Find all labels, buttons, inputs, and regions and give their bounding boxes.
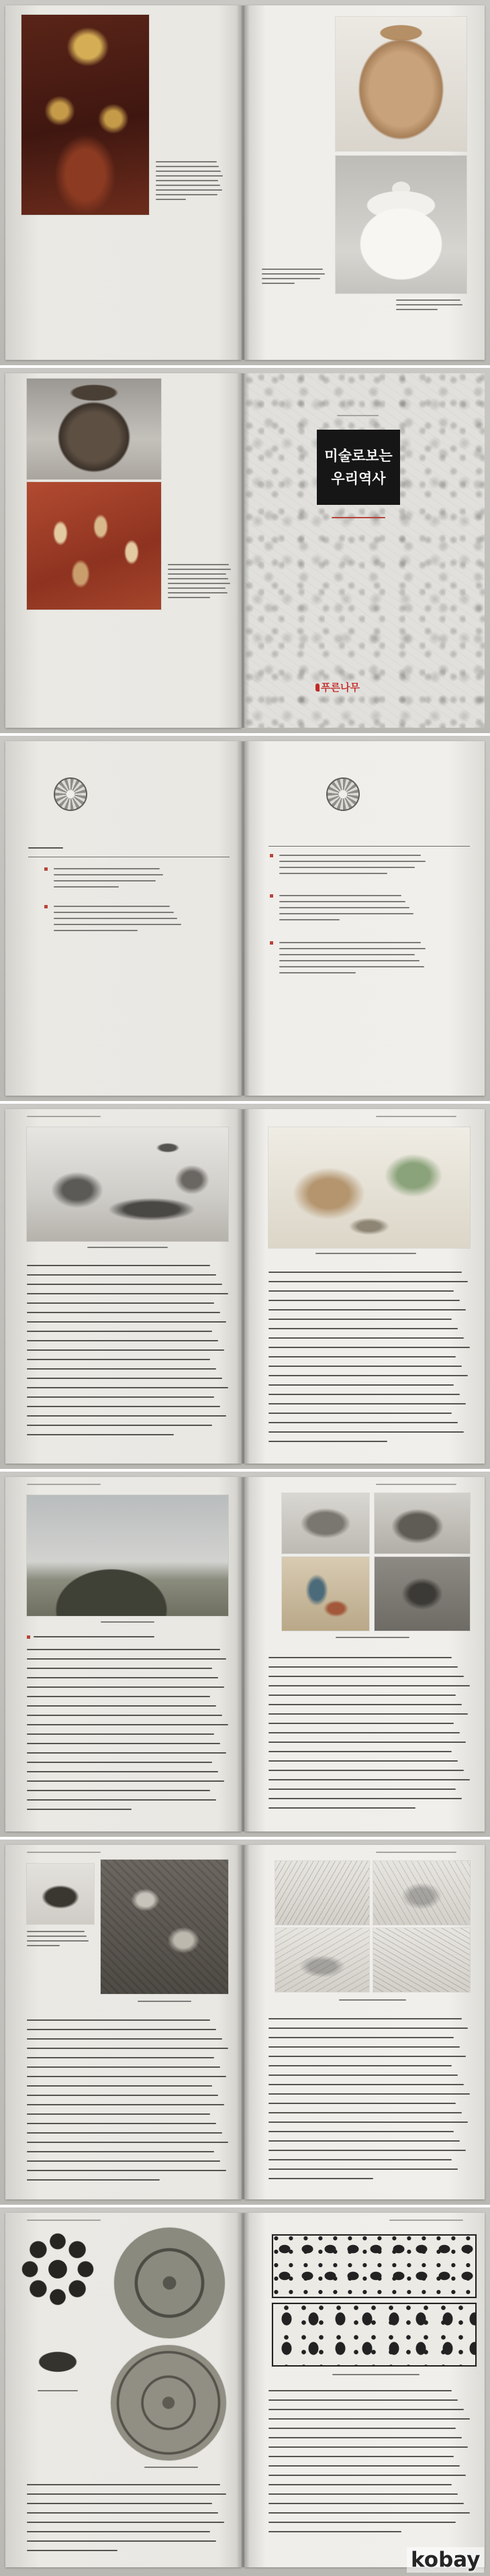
text-line: [27, 2522, 224, 2523]
text-line: [27, 2142, 228, 2143]
caption: [336, 1637, 409, 1638]
bronze-artifact-photo: [27, 1864, 94, 1924]
text-line: [376, 1116, 456, 1117]
text-line: [268, 2522, 456, 2523]
text-line: [27, 2151, 214, 2152]
text-line: [27, 2179, 160, 2181]
text-line: [27, 2550, 117, 2551]
text-line: [268, 2512, 470, 2514]
text-line: [27, 1780, 224, 1782]
text-line: [268, 2093, 470, 2095]
text-line: [168, 578, 228, 579]
text-line: [268, 2409, 464, 2410]
text-line: [268, 2159, 452, 2160]
contents-group: [279, 895, 413, 920]
text-line: [268, 2428, 456, 2429]
running-header: [389, 2220, 463, 2221]
cover-title-line1: 미술로보는: [324, 448, 393, 464]
book-spread-6: [0, 1840, 490, 2205]
text-line: [27, 1686, 224, 1688]
running-header: [27, 1484, 101, 1485]
text-line: [27, 1274, 216, 1276]
caption: [396, 299, 467, 310]
running-header: [27, 1852, 101, 1853]
cover-subtitle: [337, 415, 379, 416]
bronze-fitting-image: [24, 2342, 91, 2382]
text-line: [27, 1677, 218, 1678]
text-line: [279, 942, 421, 943]
text-line: [268, 2018, 462, 2019]
text-line: [268, 2418, 470, 2420]
text-line: [279, 954, 415, 955]
contents-group: [279, 855, 427, 874]
text-line: [279, 913, 413, 914]
text-line: [54, 924, 181, 925]
text-line: [268, 2074, 458, 2076]
text-line: [279, 907, 409, 908]
cover-author: [332, 517, 385, 518]
text-line: [268, 1347, 470, 1348]
contents-group: [54, 868, 164, 888]
sketch-illustration: [275, 1928, 369, 1992]
text-line: [396, 309, 438, 310]
text-line: [268, 2465, 460, 2467]
text-line: [27, 2057, 214, 2058]
text-line: [27, 1771, 218, 1772]
text-line: [268, 1657, 452, 1658]
text-line: [268, 1384, 454, 1386]
running-header: [27, 2220, 101, 2221]
text-line: [262, 278, 320, 279]
section-marker: [270, 854, 273, 857]
text-line: [27, 2123, 216, 2124]
text-line: [27, 2113, 210, 2115]
section-heading: [34, 1636, 154, 1637]
text-line: [168, 597, 210, 598]
text-line: [268, 1366, 462, 1367]
text-line: [332, 517, 385, 518]
text-line: [168, 573, 226, 575]
text-line: [262, 283, 295, 284]
text-line: [279, 960, 420, 961]
text-line: [27, 2170, 226, 2171]
text-line: [54, 918, 177, 919]
cover-title-box: [317, 430, 400, 505]
text-line: [268, 2121, 468, 2123]
text-line: [27, 1425, 212, 1426]
book-spread-1: [0, 0, 490, 365]
decorative-frieze-image: [272, 2234, 477, 2298]
sketch-illustration: [268, 1127, 470, 1248]
text-line: [27, 1936, 87, 1937]
text-line: [156, 199, 186, 200]
text-line: [268, 1413, 452, 1414]
text-line: [262, 273, 325, 275]
book-spread-4: [0, 1104, 490, 1469]
text-line: [27, 1484, 101, 1485]
text-line: [268, 2131, 454, 2132]
text-line: [54, 874, 163, 875]
text-line: [27, 1415, 226, 1417]
mound-landscape-photo: [27, 1495, 228, 1616]
text-line: [27, 1387, 228, 1388]
contents-heading: [28, 847, 63, 849]
body-text: [27, 1265, 228, 1435]
text-line: [27, 1762, 212, 1763]
text-line: [27, 1312, 220, 1313]
text-line: [168, 592, 228, 593]
text-line: [268, 1290, 454, 1292]
book-cover: [244, 373, 485, 728]
round-emblem-icon: [326, 777, 360, 811]
text-line: [268, 1685, 470, 1686]
gutter-shadow: [236, 373, 250, 728]
section-marker: [44, 905, 48, 908]
text-line: [268, 1695, 456, 1696]
text-line: [268, 1309, 466, 1310]
text-line: [54, 868, 160, 869]
text-line: [268, 1751, 452, 1752]
text-line: [268, 1779, 470, 1780]
text-line: [268, 1394, 460, 1395]
text-line: [268, 2531, 401, 2532]
text-line: [332, 2374, 420, 2375]
book-spread-2: [0, 368, 490, 733]
text-line: [268, 2046, 460, 2048]
text-line: [27, 1945, 60, 1946]
text-line: [336, 1637, 409, 1638]
white-porcelain-image: [336, 156, 467, 293]
text-line: [268, 1676, 464, 1677]
text-line: [27, 1406, 220, 1407]
text-line: [268, 1760, 458, 1762]
text-line: [268, 1732, 460, 1733]
text-line: [262, 269, 323, 270]
text-line: [138, 2001, 191, 2002]
text-line: [279, 972, 356, 973]
text-line: [156, 189, 222, 191]
text-line: [268, 1713, 468, 1715]
text-line: [268, 1281, 468, 1282]
text-line: [268, 2037, 454, 2038]
text-line: [268, 1328, 458, 1329]
round-emblem-icon: [54, 777, 87, 811]
text-line: [27, 2531, 210, 2532]
text-line: [268, 2112, 462, 2113]
text-line: [27, 1434, 174, 1435]
text-line: [268, 1356, 456, 1357]
text-line: [168, 569, 231, 570]
text-line: [268, 2446, 468, 2448]
gutter-shadow: [236, 1845, 250, 2199]
running-header: [376, 1852, 456, 1853]
decorative-frieze-image: [272, 2303, 477, 2367]
text-line: [279, 966, 424, 967]
text-line: [27, 1331, 212, 1332]
text-line: [268, 2103, 456, 2104]
text-line: [27, 1940, 89, 1942]
relief-rubbing-photo: [375, 1557, 470, 1631]
text-line: [279, 919, 340, 920]
text-line: [268, 2178, 373, 2179]
text-line: [27, 1696, 210, 1697]
text-line: [268, 1272, 462, 1273]
cover-title-line2: 우리역사: [331, 471, 386, 487]
caption: [332, 2374, 420, 2375]
text-line: [27, 1743, 220, 1744]
sketch-illustration: [373, 1861, 470, 1925]
text-line: [27, 1378, 222, 1379]
caption: [339, 1999, 406, 2001]
text-line: [156, 180, 218, 181]
text-line: [27, 2493, 226, 2495]
text-line: [156, 161, 217, 162]
text-line: [268, 2437, 462, 2438]
text-line: [54, 880, 156, 881]
body-text: [27, 1649, 228, 1810]
text-line: [268, 2065, 452, 2066]
text-line: [27, 1284, 222, 1285]
caption: [315, 1253, 416, 1254]
text-line: [268, 1403, 466, 1404]
text-line: [168, 564, 229, 565]
text-line: [27, 1368, 216, 1370]
publisher-logo: 푸른나무: [321, 681, 360, 694]
running-header: [27, 1116, 101, 1117]
text-line: [27, 1931, 85, 1932]
text-line: [268, 1431, 464, 1433]
stone-fragment-photo: [375, 1493, 470, 1554]
text-line: [268, 2493, 458, 2495]
text-line: [279, 855, 421, 856]
text-line: [27, 1649, 220, 1650]
text-line: [279, 867, 415, 868]
text-line: [27, 1349, 224, 1351]
text-line: [268, 2056, 466, 2057]
caption: [138, 2001, 191, 2002]
text-line: [268, 1770, 464, 1771]
text-line: [27, 1852, 101, 1853]
text-line: [27, 1340, 218, 1341]
watermark: kobay: [407, 2547, 484, 2573]
text-line: [27, 1668, 212, 1669]
text-line: [27, 1733, 214, 1735]
text-line: [27, 1265, 210, 1266]
bronze-mirror-image: [114, 2228, 225, 2338]
text-line: [396, 304, 462, 305]
text-line: [27, 1752, 226, 1754]
text-line: [27, 2512, 218, 2514]
gutter-shadow: [236, 1109, 250, 1464]
text-line: [337, 415, 379, 416]
text-line: [54, 912, 174, 913]
stone-sculpture-image: [27, 379, 161, 479]
caption: [101, 1621, 154, 1623]
caption: [38, 2390, 78, 2391]
sketch-illustration: [373, 1928, 470, 1992]
text-line: [27, 1321, 226, 1323]
stone-fragment-photo: [282, 1493, 369, 1554]
text-line: [268, 1742, 466, 1743]
text-line: [279, 895, 401, 896]
text-line: [27, 2038, 222, 2040]
caption: [168, 564, 232, 598]
gutter-shadow: [236, 5, 250, 360]
text-line: [27, 2085, 212, 2087]
caption: [262, 269, 326, 284]
text-line: [268, 2503, 464, 2504]
text-line: [268, 1441, 387, 1442]
text-line: [268, 1666, 458, 1668]
text-line: [27, 1724, 228, 1725]
caption: [144, 2467, 198, 2468]
body-text: [268, 2018, 470, 2179]
text-line: [156, 166, 219, 167]
text-line: [27, 2048, 228, 2049]
contents-group: [279, 942, 427, 973]
body-text: [268, 2390, 470, 2532]
book-spread-3: [0, 736, 490, 1101]
gutter-shadow: [236, 1477, 250, 1831]
text-line: [27, 2220, 101, 2221]
running-header: [376, 1484, 456, 1485]
text-line: [156, 171, 221, 172]
text-line: [156, 194, 217, 195]
mural-painting-image: [27, 482, 161, 610]
text-line: [268, 2399, 458, 2401]
text-line: [268, 1337, 464, 1339]
text-line: [168, 583, 230, 584]
text-line: [156, 175, 223, 177]
text-line: [268, 2484, 452, 2485]
text-line: [339, 1999, 406, 2001]
leaf-icon: [315, 683, 320, 691]
text-line: [156, 185, 220, 186]
text-line: [268, 2168, 458, 2170]
body-text: [27, 2019, 228, 2181]
text-line: [396, 299, 460, 301]
text-line: [279, 873, 387, 874]
text-line: [27, 2484, 220, 2485]
text-line: [27, 2540, 216, 2542]
section-marker: [270, 894, 273, 898]
text-line: [376, 1484, 456, 1485]
gutter-shadow: [236, 741, 250, 1096]
text-line: [34, 1636, 154, 1637]
text-line: [27, 1790, 210, 1791]
text-line: [268, 2084, 464, 2085]
text-line: [54, 906, 170, 907]
text-line: [27, 1396, 214, 1398]
text-line: [279, 901, 405, 902]
section-marker: [44, 867, 48, 871]
divider: [268, 846, 470, 847]
pottery-jar-image: [336, 17, 467, 151]
caption: [156, 161, 223, 200]
text-line: [268, 1788, 456, 1790]
star-shaped-bronze-image: [20, 2232, 95, 2307]
text-line: [279, 948, 426, 949]
text-line: [268, 2456, 454, 2457]
body-text: [268, 1272, 470, 1442]
text-line: [27, 2076, 226, 2077]
text-line: [27, 1705, 216, 1707]
text-line: [27, 2019, 210, 2021]
text-line: [268, 1807, 415, 1809]
text-line: [101, 1621, 154, 1623]
text-line: [268, 1798, 462, 1799]
text-line: [27, 2503, 212, 2504]
bronze-mirror-image: [111, 2345, 226, 2461]
text-line: [27, 2104, 224, 2105]
text-line: [54, 930, 138, 931]
text-line: [87, 1247, 168, 1248]
text-line: [268, 2140, 460, 2142]
text-line: [268, 1723, 454, 1724]
body-text: [27, 2484, 228, 2551]
bronze-plaque-photo: [101, 1860, 228, 1994]
text-line: [268, 1300, 460, 1301]
running-header: [376, 1116, 456, 1117]
text-line: [268, 2150, 466, 2151]
text-line: [54, 886, 119, 888]
text-line: [27, 2160, 220, 2162]
text-line: [268, 2028, 468, 2029]
text-line: [27, 2095, 218, 2096]
text-line: [268, 1375, 468, 1376]
prehistoric-scene-illustration: [27, 1127, 228, 1241]
text-line: [27, 1658, 226, 1660]
text-line: [144, 2467, 198, 2468]
text-line: [27, 1359, 210, 1360]
text-line: [268, 1319, 452, 1320]
sketch-illustration: [275, 1861, 369, 1925]
text-line: [27, 2132, 222, 2134]
text-line: [27, 1799, 216, 1801]
caption: [27, 1931, 91, 1946]
caption: [87, 1247, 168, 1248]
painted-figure-photo: [282, 1557, 369, 1631]
body-text: [268, 1657, 470, 1809]
book-spread-7: [0, 2207, 490, 2576]
painting-image: [21, 15, 149, 215]
contents-group: [54, 906, 181, 931]
text-line: [268, 1422, 458, 1423]
text-line: [268, 1704, 462, 1705]
text-line: [268, 2475, 466, 2476]
text-line: [27, 2029, 216, 2030]
text-line: [27, 1715, 222, 1716]
text-line: [38, 2390, 78, 2391]
text-line: [27, 1116, 101, 1117]
heading-marker: [27, 1635, 30, 1639]
text-line: [27, 1293, 228, 1294]
text-line: [268, 2390, 452, 2391]
text-line: [28, 847, 63, 849]
section-marker: [270, 941, 273, 945]
text-line: [27, 2066, 220, 2068]
text-line: [279, 861, 426, 862]
text-line: [168, 587, 226, 589]
gutter-shadow: [236, 2213, 250, 2567]
text-line: [389, 2220, 463, 2221]
book-spread-5: [0, 1472, 490, 1837]
text-line: [376, 1852, 456, 1853]
text-line: [27, 1809, 132, 1810]
text-line: [315, 1253, 416, 1254]
text-line: [27, 1302, 214, 1304]
